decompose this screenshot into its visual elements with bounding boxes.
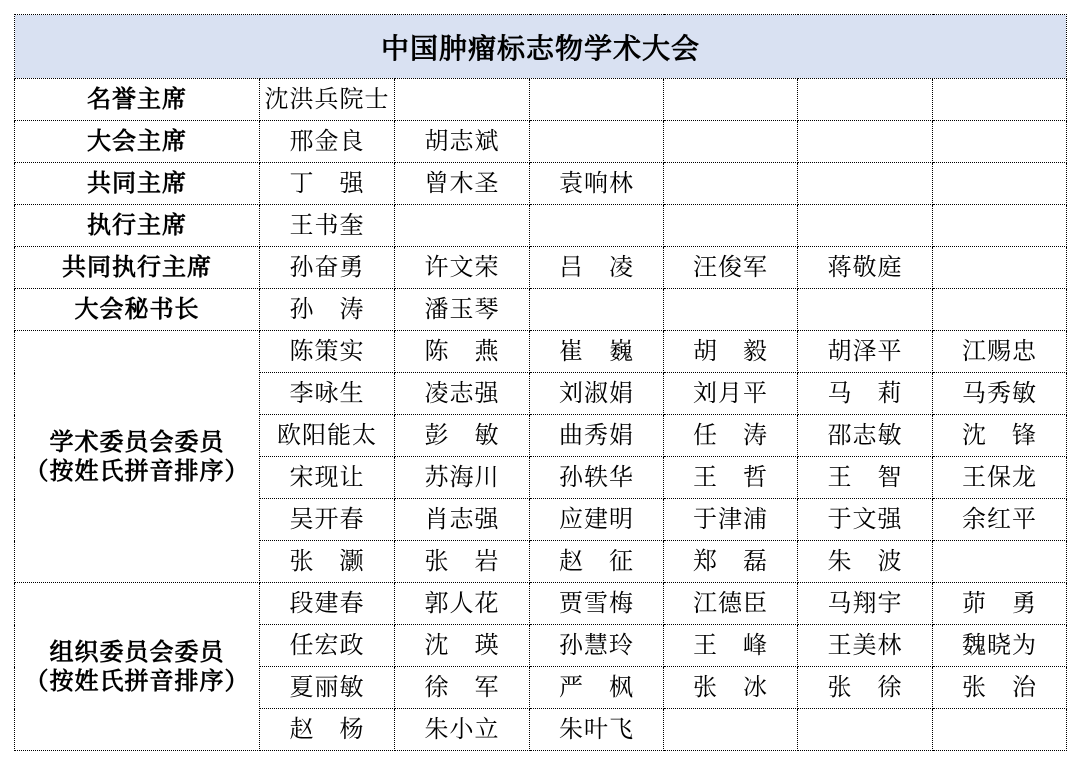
member-name: 胡志斌 — [395, 121, 530, 163]
member-name: 赵 杨 — [260, 709, 395, 751]
member-name: 陈策实 — [260, 331, 395, 373]
member-name: 曲秀娟 — [530, 415, 664, 457]
member-name: 朱叶飞 — [530, 709, 664, 751]
committee-sort-note: （按姓氏拼音排序） — [24, 457, 250, 485]
member-name: 段建春 — [260, 583, 395, 625]
conference-title: 中国肿瘤标志物学术大会 — [15, 15, 1067, 79]
member-name: 张 灏 — [260, 541, 395, 583]
member-name: 肖志强 — [395, 499, 530, 541]
member-name: 贾雪梅 — [530, 583, 664, 625]
member-name: 江德臣 — [664, 583, 798, 625]
role-label: 共同主席 — [15, 163, 260, 205]
empty-cell — [664, 163, 798, 205]
member-name: 张 岩 — [395, 541, 530, 583]
member-name: 马秀敏 — [933, 373, 1067, 415]
member-name: 胡泽平 — [798, 331, 933, 373]
member-name: 任 涛 — [664, 415, 798, 457]
member-name: 茆 勇 — [933, 583, 1067, 625]
row-co-executive-chair — [15, 247, 1067, 289]
member-name: 蒋敬庭 — [798, 247, 933, 289]
empty-cell — [530, 79, 664, 121]
member-name: 彭 敏 — [395, 415, 530, 457]
member-name: 凌志强 — [395, 373, 530, 415]
empty-cell — [798, 709, 933, 751]
member-name: 魏晓为 — [933, 625, 1067, 667]
empty-cell — [933, 709, 1067, 751]
member-name: 潘玉琴 — [395, 289, 530, 331]
empty-cell — [798, 121, 933, 163]
empty-cell — [664, 289, 798, 331]
empty-cell — [664, 121, 798, 163]
member-name: 曾木圣 — [395, 163, 530, 205]
member-name: 马翔宇 — [798, 583, 933, 625]
empty-cell — [664, 709, 798, 751]
member-name: 王 智 — [798, 457, 933, 499]
organizing-committee-row — [15, 583, 1067, 625]
member-name: 孙慧玲 — [530, 625, 664, 667]
academic-committee-row — [15, 331, 1067, 373]
member-name: 苏海川 — [395, 457, 530, 499]
empty-cell — [798, 289, 933, 331]
empty-cell — [530, 289, 664, 331]
organizing-committee-label-cell — [15, 583, 260, 751]
member-name: 丁 强 — [260, 163, 395, 205]
member-name: 应建明 — [530, 499, 664, 541]
member-name: 张 徐 — [798, 667, 933, 709]
member-name: 张 治 — [933, 667, 1067, 709]
member-name: 邵志敏 — [798, 415, 933, 457]
member-name: 汪俊军 — [664, 247, 798, 289]
member-name: 朱 波 — [798, 541, 933, 583]
member-name: 孙 涛 — [260, 289, 395, 331]
member-name: 余红平 — [933, 499, 1067, 541]
empty-cell — [798, 205, 933, 247]
member-name: 王保龙 — [933, 457, 1067, 499]
member-name: 江赐忠 — [933, 331, 1067, 373]
empty-cell — [664, 79, 798, 121]
empty-cell — [933, 121, 1067, 163]
row-executive-chair — [15, 205, 1067, 247]
member-name: 沈 锋 — [933, 415, 1067, 457]
empty-cell — [933, 289, 1067, 331]
role-label: 大会主席 — [15, 121, 260, 163]
member-name: 吕 凌 — [530, 247, 664, 289]
member-name: 刘月平 — [664, 373, 798, 415]
empty-cell — [933, 79, 1067, 121]
empty-cell — [530, 121, 664, 163]
role-label: 名誉主席 — [15, 79, 260, 121]
role-label: 共同执行主席 — [15, 247, 260, 289]
member-name: 王 峰 — [664, 625, 798, 667]
member-name: 赵 征 — [530, 541, 664, 583]
member-name: 郭人花 — [395, 583, 530, 625]
committee-title: 学术委员会委员 — [49, 428, 225, 456]
empty-cell — [395, 205, 530, 247]
member-name: 孙奋勇 — [260, 247, 395, 289]
empty-cell — [530, 205, 664, 247]
member-name: 孙轶华 — [530, 457, 664, 499]
empty-cell — [933, 205, 1067, 247]
empty-cell — [933, 541, 1067, 583]
member-name: 欧阳能太 — [260, 415, 395, 457]
member-name: 胡 毅 — [664, 331, 798, 373]
member-name: 沈洪兵院士 — [260, 79, 395, 121]
role-label: 大会秘书长 — [15, 289, 260, 331]
member-name: 吴开春 — [260, 499, 395, 541]
academic-committee-label-cell — [15, 331, 260, 583]
empty-cell — [664, 205, 798, 247]
member-name: 宋现让 — [260, 457, 395, 499]
member-name: 陈 燕 — [395, 331, 530, 373]
member-name: 许文荣 — [395, 247, 530, 289]
empty-cell — [798, 163, 933, 205]
title-row — [15, 15, 1067, 79]
committee-sort-note: （按姓氏拼音排序） — [24, 667, 250, 695]
member-name: 张 冰 — [664, 667, 798, 709]
member-name: 刘淑娟 — [530, 373, 664, 415]
committee-table — [14, 14, 1067, 751]
member-name: 马 莉 — [798, 373, 933, 415]
member-name: 李咏生 — [260, 373, 395, 415]
committee-title: 组织委员会委员 — [49, 638, 225, 666]
member-name: 于文强 — [798, 499, 933, 541]
member-name: 严 枫 — [530, 667, 664, 709]
member-name: 于津浦 — [664, 499, 798, 541]
member-name: 邢金良 — [260, 121, 395, 163]
member-name: 王美林 — [798, 625, 933, 667]
member-name: 王书奎 — [260, 205, 395, 247]
empty-cell — [933, 247, 1067, 289]
member-name: 王 哲 — [664, 457, 798, 499]
member-name: 夏丽敏 — [260, 667, 395, 709]
member-name: 郑 磊 — [664, 541, 798, 583]
empty-cell — [395, 79, 530, 121]
row-secretary-general — [15, 289, 1067, 331]
empty-cell — [798, 79, 933, 121]
member-name: 袁响林 — [530, 163, 664, 205]
row-co-chair — [15, 163, 1067, 205]
member-name: 崔 巍 — [530, 331, 664, 373]
member-name: 朱小立 — [395, 709, 530, 751]
member-name: 徐 军 — [395, 667, 530, 709]
member-name: 沈 瑛 — [395, 625, 530, 667]
role-label: 执行主席 — [15, 205, 260, 247]
empty-cell — [933, 163, 1067, 205]
row-honorary-chair — [15, 79, 1067, 121]
row-conference-chair — [15, 121, 1067, 163]
member-name: 任宏政 — [260, 625, 395, 667]
